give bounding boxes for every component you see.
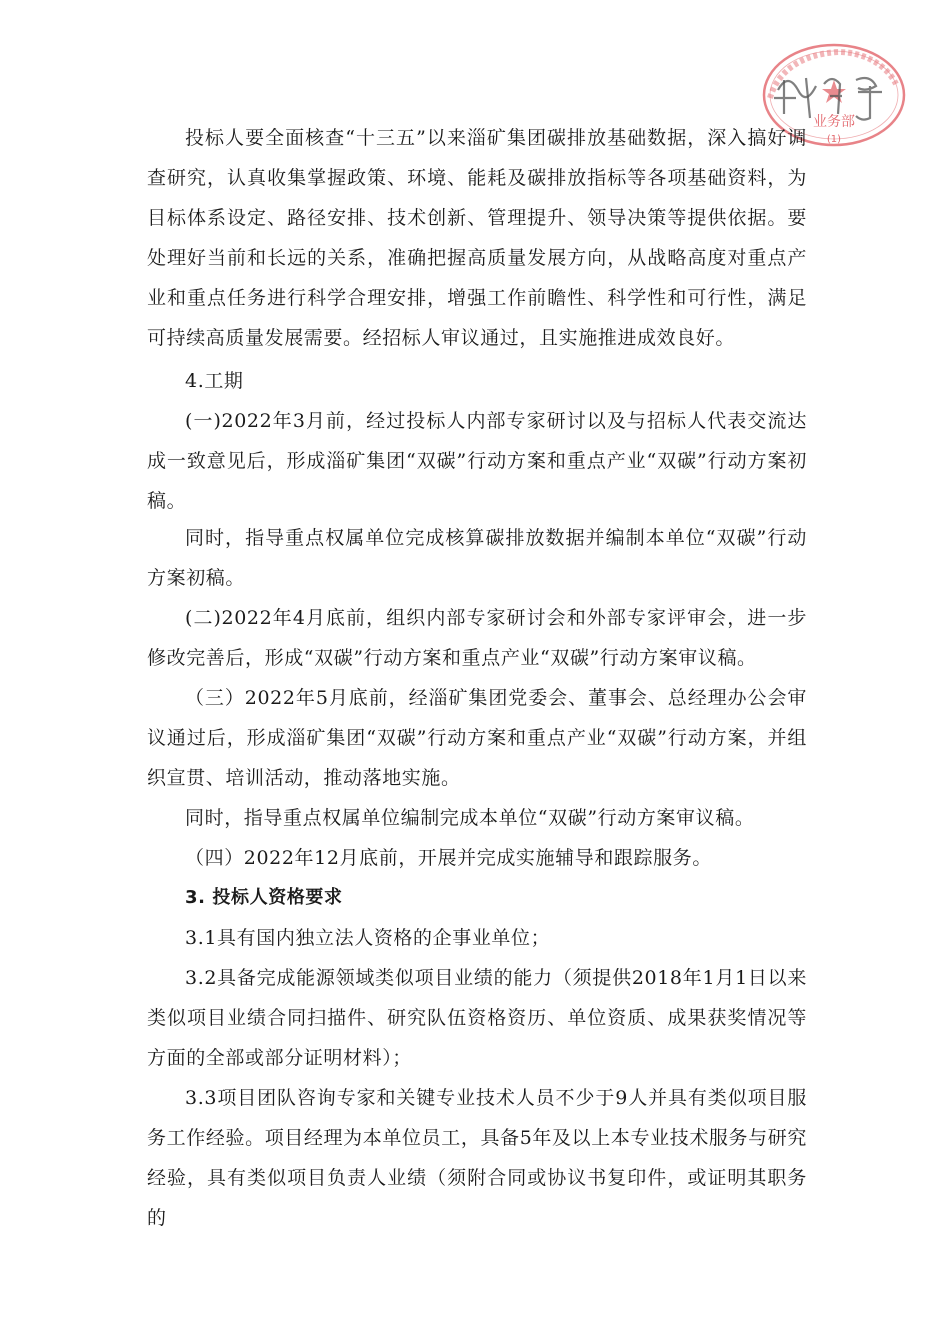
schedule-item-3-note: 同时，指导重点权属单位编制完成本单位“双碳”行动方案审议稿。: [185, 807, 755, 829]
heading-bidder-qualifications: 3. 投标人资格要求: [185, 887, 343, 908]
paragraph-research-requirements: 投标人要全面核查“十三五”以来淄矿集团碳排放基础数据，深入搞好调查研究，认真收集掌握政策、环境、能耗及碳排放指标等各项基础资料，为目标体系设定、路径安排、技术创新、管理提升、领导决策等提供依据。要处理好当前和长远的关系，准确把握高质量发展方向，从战略高度对重点产业和重点任务进行科学合理安排，增强工作前瞻性、科学性和可行性，满足可持续高质量发展需要。经招标人审议通过，且实施推进成效良好。: [147, 127, 807, 349]
seal-department: 业务部: [813, 114, 855, 130]
schedule-item-2: (二)2022年4月底前，组织内部专家研讨会和外部专家评审会，进一步修改完善后，形成“双碳”行动方案和重点产业“双碳”行动方案审议稿。: [147, 607, 807, 669]
schedule-item-1-note: 同时，指导重点权属单位完成核算碳排放数据并编制本单位“双碳”行动方案初稿。: [147, 527, 807, 589]
heading-schedule: 4.工期: [185, 370, 244, 392]
qualification-3-3: 3.3项目团队咨询专家和关键专业技术人员不少于9人并具有类似项目服务工作经验。项目经理为本单位员工，具备5年及以上本专业技术服务与研究经验，具有类似项目负责人业绩（须附合同或协议书复印件，或证明其职务的: [147, 1087, 807, 1229]
schedule-item-1: (一)2022年3月前，经过投标人内部专家研讨以及与招标人代表交流达成一致意见后，形成淄矿集团“双碳”行动方案和重点产业“双碳”行动方案初稿。: [147, 410, 807, 512]
qualification-3-2: 3.2具备完成能源领域类似项目业绩的能力（须提供2018年1月1日以来类似项目业绩合同扫描件、研究队伍资格资历、单位资质、成果获奖情况等方面的全部或部分证明材料）；: [147, 967, 807, 1069]
schedule-item-4: （四）2022年12月底前，开展并完成实施辅导和跟踪服务。: [185, 847, 712, 869]
seal-number: (1): [826, 134, 842, 145]
qualification-3-1: 3.1具有国内独立法人资格的企事业单位；: [185, 927, 551, 949]
schedule-item-3: （三）2022年5月底前，经淄矿集团党委会、董事会、总经理办公会审议通过后，形成淄矿集团“双碳”行动方案和重点产业“双碳”行动方案，并组织宣贯、培训活动，推动落地实施。: [147, 687, 807, 789]
